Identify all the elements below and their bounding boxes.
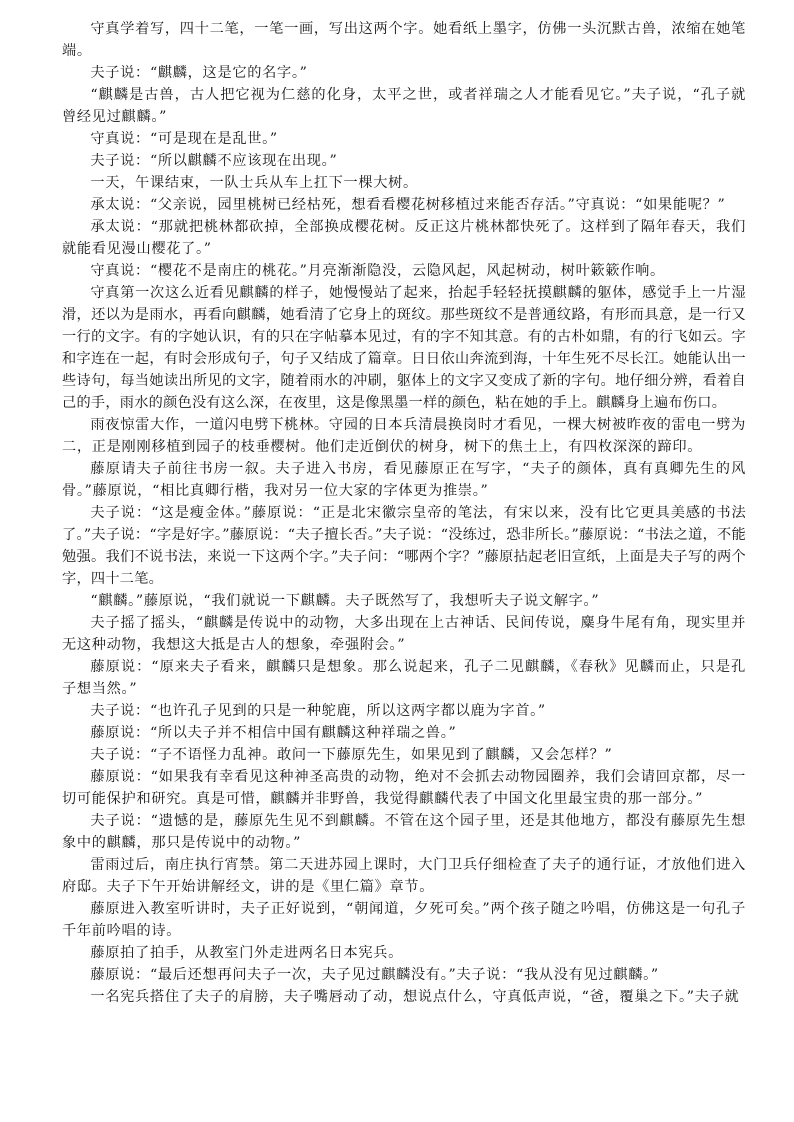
paragraph: 藤原进入教室听讲时，夫子正好说到，“朝闻道，夕死可矣。”两个孩子随之吟唱，仿佛这是一句孔子千年前吟唱的诗。: [62, 901, 746, 939]
paragraph: 夫子摇了摇头，“麒麟是传说中的动物，大多出现在上古神话、民间传说，麋身牛尾有角，现实里并无这种动物，我想这大抵是古人的想象，牵强附会。”: [62, 615, 746, 653]
paragraph: 守真第一次这么近看见麒麟的样子，她慢慢站了起来，抬起手轻轻抚摸麒麟的躯体，感觉手上一片湿滑，还以为是雨水，再看向麒麟，她看清了它身上的斑纹。那些斑纹不是普通纹路，有形而具意，是一行又一行的文字。有的字她认识，有的只在字帖摹本见过，有的字不知其意。有的古朴如鼎，有的行飞如云。字和字连在一起，有时会形成句子，句子又结成了篇章。日日依山奔流到海，十年生死不尽长江。她能认出一些诗句，每当她读出所见的文字，随着雨水的冲刷，躯体上的文字又变成了新的字句。地仔细分辨，看着自己的手，雨水的颜色没有这么深，在夜里，这是像黑墨一样的颜色，粘在她的手上。麒麟身上遍布伤口。: [62, 285, 746, 411]
paragraph: “麒麟。”藤原说，“我们就说一下麒麟。夫子既然写了，我想听夫子说文解字。”: [90, 593, 600, 609]
paragraph: “麒麟是古兽，古人把它视为仁慈的化身，太平之世，或者祥瑞之人才能看见它。”夫子说，“孔子就曾经见过麒麟。”: [62, 87, 746, 125]
paragraph: 藤原拍了拍手，从教室门外走进两名日本宪兵。: [90, 945, 404, 961]
paragraph: 夫子说：“子不语怪力乱神。敢问一下藤原先生，如果见到了麒麟，又会怎样？”: [90, 747, 613, 763]
paragraph: 一名宪兵搭住了夫子的肩膀，夫子嘴唇动了动，想说点什么，守真低声说，“爸，覆巢之下。”夫子就: [90, 989, 740, 1005]
paragraph: 藤原说：“所以夫子并不相信中国有麒麟这种祥瑞之兽。”: [90, 725, 457, 741]
paragraph: 夫子说：“所以麒麟不应该现在出现。”: [90, 153, 338, 169]
paragraph: 守真说：“可是现在是乱世。”: [90, 131, 278, 147]
paragraph: 夫子说：“麒麟，这是它的名字。”: [90, 65, 308, 81]
document-page: [62, 18, 746, 1008]
paragraph: 夫子说：“遗憾的是，藤原先生见不到麒麟。不管在这个园子里，还是其他地方，都没有藤原先生想象中的麒麟，那只是传说中的动物。”: [62, 813, 746, 851]
paragraph: 守真说：“樱花不是南庄的桃花。”月亮渐渐隐没，云隐风起，风起树动，树叶簌簌作响。: [90, 263, 665, 279]
paragraph: 雨夜惊雷大作，一道闪电劈下桃林。守园的日本兵清晨换岗时才看见，一棵大树被昨夜的雷电一劈为二，正是刚刚移植到园子的枝垂樱树。他们走近倒伏的树身，树下的焦土上，有四枚深深的蹄印。: [62, 417, 746, 455]
paragraph: 承太说：“那就把桃林都砍掉，全部换成樱花树。反正这片桃林都快死了。这样到了隔年春天，我们就能看见漫山樱花了。”: [62, 219, 746, 257]
paragraph: 雷雨过后，南庄执行宵禁。第二天进苏园上课时，大门卫兵仔细检查了夫子的通行证，才放他们进入府邸。夫子下午开始讲解经文，讲的是《里仁篇》章节。: [62, 857, 746, 895]
paragraph: 藤原请夫子前往书房一叙。夫子进入书房，看见藤原正在写字，“夫子的颜体，真有真卿先生的风骨。”藤原说，“相比真卿行楷，我对另一位大家的字体更为推崇。”: [62, 461, 746, 499]
paragraph: 夫子说：“这是瘦金体。”藤原说：“正是北宋徽宗皇帝的笔法，有宋以来，没有比它更具美感的书法了。”夫子说：“字是好字。”藤原说：“夫子擅长否。”夫子说：“没练过，恐非所长。”藤原说：“书法之道，不能勉强。我们不说书法，来说一下这两个字。”夫子问：“哪两个字？”藤原拈起老旧宣纸，上面是夫子写的两个字，四十二笔。: [62, 505, 746, 587]
paragraph: 藤原说：“最后还想再问夫子一次，夫子见过麒麟没有。”夫子说：“我从没有见过麒麟。”: [90, 967, 659, 983]
paragraph: 一天，午课结束，一队士兵从车上扛下一棵大树。: [90, 175, 418, 191]
paragraph: 守真学着写，四十二笔，一笔一画，写出这两个字。她看纸上墨字，仿佛一头沉默古兽，浓缩在她笔端。: [62, 21, 746, 59]
paragraph: 承太说：“父亲说，园里桃树已经枯死，想看看樱花树移植过来能否存活。”守真说：“如果能呢？”: [90, 197, 726, 213]
paragraph: 藤原说：“如果我有幸看见这种神圣高贵的动物，绝对不会抓去动物园圈养，我们会请回京都，尽一切可能保护和研究。真是可惜，麒麟并非野兽，我觉得麒麟代表了中国文化里最宝贵的那一部分。”: [62, 769, 746, 807]
paragraph: 夫子说：“也许孔子见到的只是一种鸵鹿，所以这两字都以鹿为字首。”: [90, 703, 546, 719]
paragraph: 藤原说：“原来夫子看来，麒麟只是想象。那么说起来，孔子二见麒麟，《春秋》见麟而止，只是孔子想当然。”: [62, 659, 746, 697]
